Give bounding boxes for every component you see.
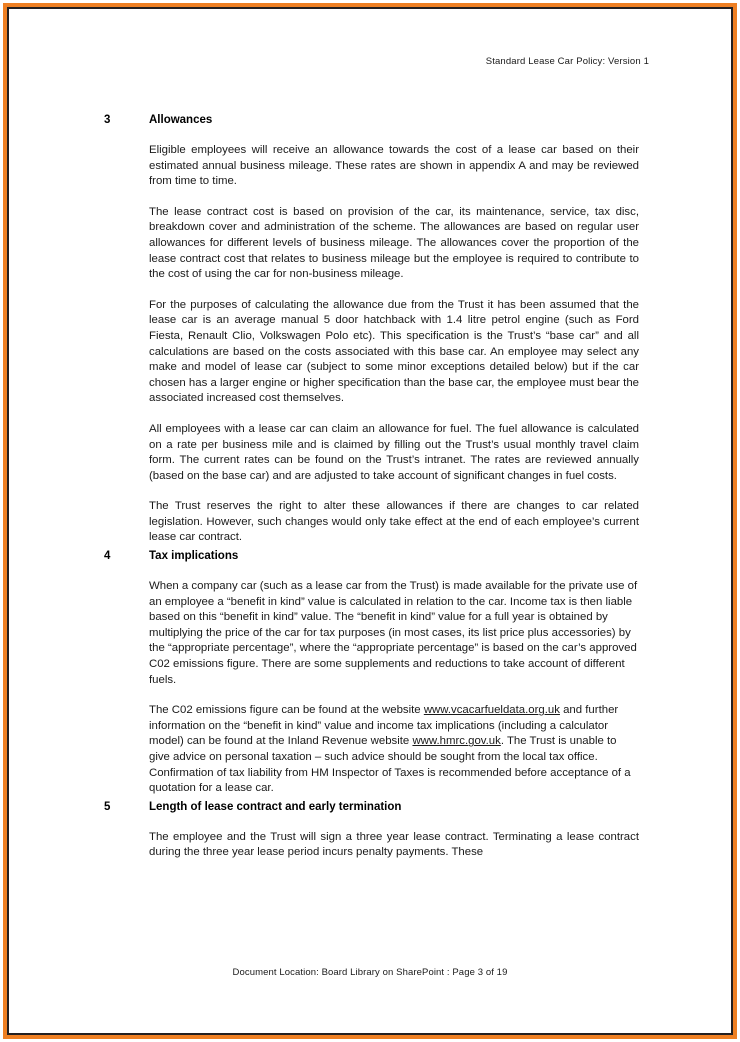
paragraph: The lease contract cost is based on provision of the car, its maintenance, service, tax disc, breakdown cover and administration of the scheme. The allowances are based on regular user allowances for different levels of business mileage. The allowances cover the proportion of the lease contract cost that relates to business mileage but the employee is required to contribute to the cost of using the car for non-business mileage. [149, 205, 639, 281]
paragraph: Eligible employees will receive an allowance towards the cost of a lease car based on their estimated annual business mileage. These rates are shown in appendix A and may be reviewed from time to time. [149, 144, 639, 188]
section-title: Tax implications [149, 550, 239, 563]
link-hmrc[interactable]: www.hmrc.gov.uk [412, 735, 501, 748]
section-title: Length of lease contract and early termination [149, 800, 402, 813]
section-number: 5 [104, 800, 111, 813]
section-heading-allowances [9, 113, 731, 127]
paragraph: When a company car (such as a lease car from the Trust) is made available for the private use of an employee a “benefit in kind” value is calculated in relation to the car. Income tax is then liable based on this “benefit in kind” value. The “benefit in kind” value for a full year is obtained by multiplying the price of the car for tax purposes (in most cases, its list price plus accessories) by the “appropriate percentage”, where the “appropriate percentage” is based on the car’s approved C02 emissions figure. There are some supplements and reductions to take account of different fuels. [149, 580, 638, 686]
link-paragraph-text-after: . The Trust is unable to give advice on personal taxation – such advice should be sought from the local tax office. Confirmation of tax liability from HM Inspector of Taxes is recommended before acceptance of a quotation for a lease car. [149, 735, 631, 795]
paragraph: The Trust reserves the right to alter these allowances if there are changes to car related legislation. However, such changes would only take effect at the end of each employee’s current lease car contract. [149, 500, 639, 544]
section-title: Allowances [149, 114, 213, 126]
section-heading-lease-length [9, 800, 731, 814]
page-decorative-frame-inner [7, 7, 733, 1035]
document-footer: Document Location: Board Library on SharePoint : Page 3 of 19 [232, 967, 508, 978]
link-paragraph-text-before: The C02 emissions figure can be found at the website [149, 704, 424, 717]
page-decorative-frame-outer [3, 3, 737, 1039]
document-page [9, 9, 731, 1033]
section-number: 3 [104, 114, 111, 126]
link-vcacarfueldata[interactable]: www.vcacarfueldata.org.uk [423, 704, 560, 717]
paragraph: The employee and the Trust will sign a three year lease contract. Terminating a lease contract during the three year lease period incurs penalty payments. These [149, 830, 639, 859]
paragraph-with-links [9, 703, 731, 797]
document-header: Standard Lease Car Policy: Version 1 [485, 56, 649, 67]
section-tax-implications [9, 549, 731, 797]
section-allowances [9, 113, 731, 546]
section-heading-tax-implications [9, 549, 731, 563]
paragraph: For the purposes of calculating the allowance due from the Trust it has been assumed that the lease car is an average manual 5 door hatchback with 1.4 litre petrol engine (such as Ford Fiesta, Renault Clio, Volkswagen Polo etc). This specification is the Trust’s “base car” and all calculations are based on the costs associated with this base car. An employee may select any make and model of lease car (subject to some minor exceptions detailed below) but if the car chosen has a larger engine or higher specification than the base car, the employee must bear the associated increased cost themselves. [149, 298, 639, 405]
document-body [9, 113, 731, 861]
link-paragraph-text-middle: and further information on the “benefit in kind” value and income tax implications (including a calculator model) can be found at the Inland Revenue website [149, 704, 619, 748]
section-number: 4 [104, 550, 111, 563]
paragraph: All employees with a lease car can claim an allowance for fuel. The fuel allowance is calculated on a rate per business mile and is claimed by filling out the Trust’s usual monthly travel claim form. The current rates can be found on the Trust’s intranet. The rates are reviewed annually (based on the base car) and are adjusted to take account of significant changes in fuel costs. [149, 422, 639, 482]
section-lease-length [9, 800, 731, 861]
